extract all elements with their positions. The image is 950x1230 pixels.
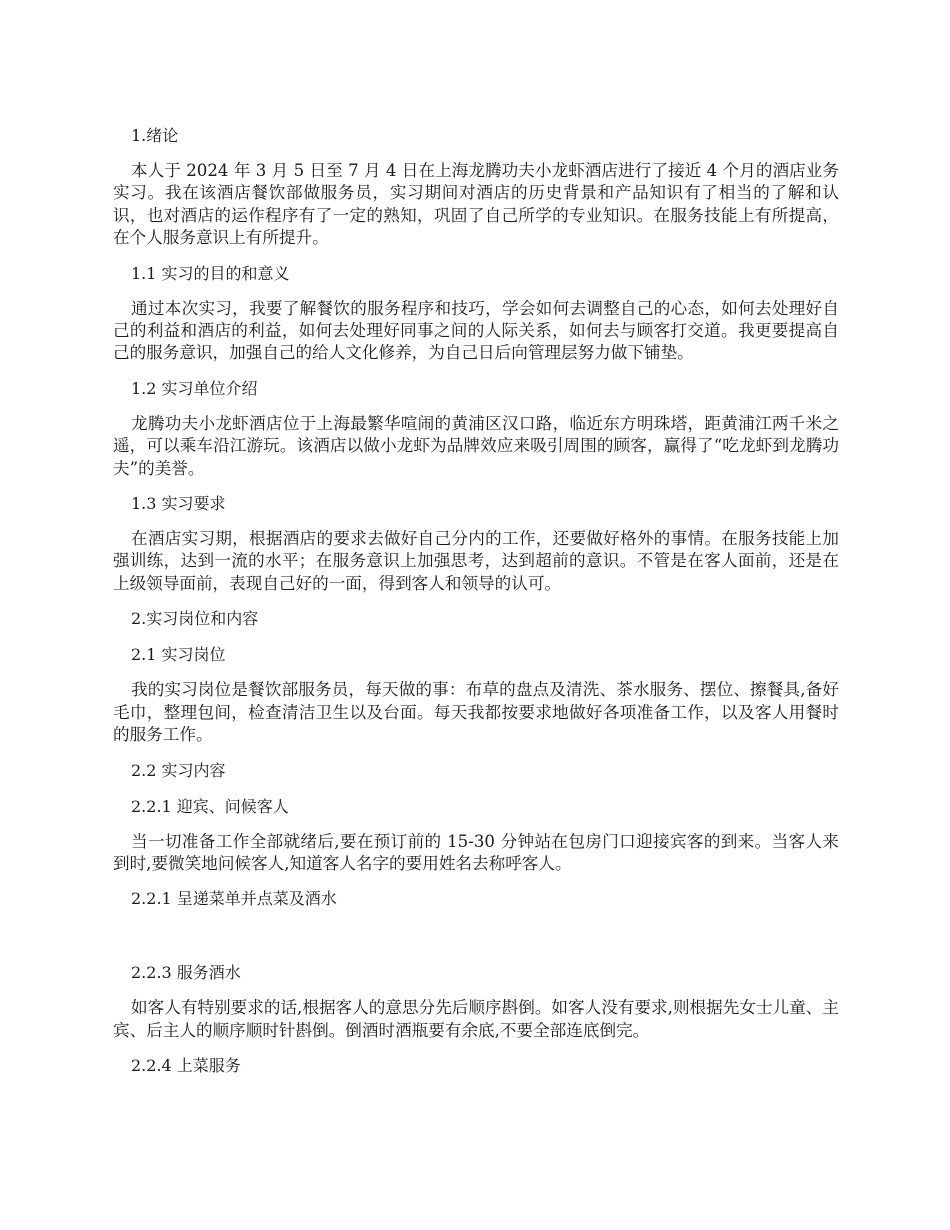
body-paragraph: 在酒店实习期，根据酒店的要求去做好自己分内的工作，还要做好格外的事情。在服务技能上加强训练，达到一流的水平；在服务意识上加强思考，达到超前的意识。不管是在客人面前，还是在上级领导面前，表现自己好的一面，得到客人和领导的认可。	[113, 529, 839, 593]
body-paragraph: 当一切准备工作全部就绪后,要在预订前的 15-30 分钟站在包房门口迎接宾客的到来。当客人来到时,要微笑地问候客人,知道客人名字的要用姓名去称呼客人。	[113, 831, 839, 873]
section-heading: 2.2.3 服务酒水	[131, 963, 241, 983]
blank-space	[113, 923, 839, 961]
section-heading: 1.绪论	[131, 126, 179, 145]
section-heading: 2.实习岗位和内容	[131, 609, 259, 629]
body-paragraph: 龙腾功夫小龙虾酒店位于上海最繁华喧闹的黄浦区汉口路，临近东方明珠塔，距黄浦江两千米之遥，可以乘车沿江游玩。该酒店以做小龙虾为品牌效应来吸引周围的顾客，赢得了“吃龙虾到龙腾功夫”的美誉。	[113, 413, 839, 478]
section-heading: 2.2.1 呈递菜单并点菜及酒水	[131, 889, 337, 909]
section-heading: 2.2.1 迎宾、问候客人	[131, 796, 289, 816]
section-heading: 1.1 实习的目的和意义	[131, 263, 290, 283]
body-paragraph: 通过本次实习，我要了解餐饮的服务程序和技巧，学会如何去调整自己的心态，如何去处理好自己的利益和酒店的利益，如何去处理好同事之间的人际关系，如何去与顾客打交道。我更要提高自己的服务意识，加强自己的给人文化修养，为自己日后向管理层努力做下铺垫。	[113, 298, 839, 363]
body-paragraph: 我的实习岗位是餐饮部服务员，每天做的事：布草的盘点及清洗、茶水服务、摆位、擦餐具,备好毛巾，整理包间，检查清洁卫生以及台面。每天我都按要求地做好各项准备工作，以及客人用餐时的服务工作。	[113, 680, 839, 745]
body-paragraph: 本人于 2024 年 3 月 5 日至 7 月 4 日在上海龙腾功夫小龙虾酒店进行了接近 4 个月的酒店业务实习。我在该酒店餐饮部做服务员，实习期间对酒店的历史背景和产品知识有了相当的了解和认识，也对酒店的运作程序有了一定的熟知，巩固了自己所学的专业知识。在服务技能上有所提高，在个人服务意识上有所提升。	[113, 161, 839, 248]
body-paragraph: 如客人有特别要求的话,根据客人的意思分先后顺序斟倒。如客人没有要求,则根据先女士儿童、主宾、后主人的顺序顺时针斟倒。倒酒时酒瓶要有余底,不要全部连底倒完。	[113, 998, 839, 1040]
document-page	[113, 124, 839, 1090]
section-heading: 2.1 实习岗位	[131, 645, 226, 665]
section-heading: 2.2 实习内容	[131, 760, 226, 780]
section-heading: 1.2 实习单位介绍	[131, 378, 258, 398]
section-heading: 2.2.4 上菜服务	[131, 1056, 241, 1076]
section-heading: 1.3 实习要求	[131, 494, 226, 514]
